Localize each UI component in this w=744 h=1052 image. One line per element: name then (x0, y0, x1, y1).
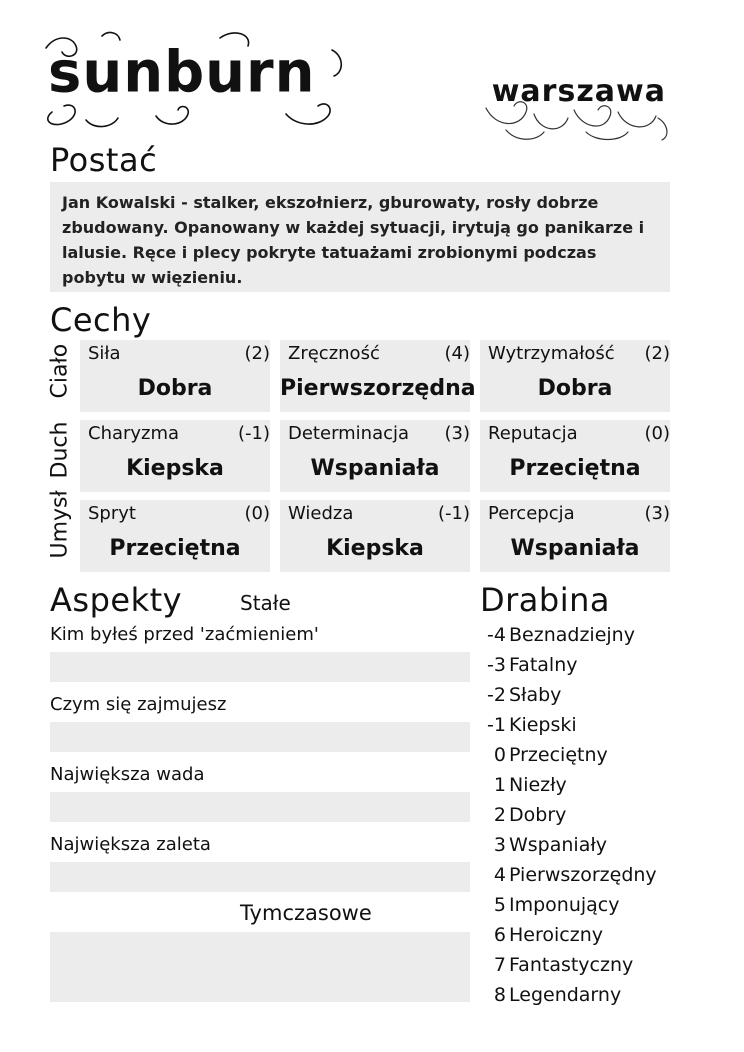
trait-reputacja[interactable] (480, 420, 670, 492)
character-heading: Postać (50, 141, 158, 179)
trait-spryt[interactable] (80, 500, 270, 572)
logo-title: sunburn (48, 39, 316, 106)
trait-rank: Pierwszorzędna (280, 376, 476, 401)
trait-charyzma[interactable] (80, 420, 270, 492)
ladder-heading: Drabina (480, 581, 610, 619)
ladder-name: Beznadziejny (509, 624, 635, 646)
ladder-row (478, 800, 688, 830)
ladder-row (478, 920, 688, 950)
ladder-name: Kiepski (509, 714, 577, 736)
group-label-mind: Umysł (47, 490, 73, 559)
trait-modifier: (-1) (238, 423, 270, 444)
trait-modifier: (2) (244, 343, 270, 364)
ladder-name: Fatalny (509, 654, 578, 676)
trait-rank: Kiepska (326, 536, 424, 561)
trait-rank: Wspaniała (510, 536, 640, 561)
ladder-row (478, 650, 688, 680)
ladder-value: 7 (493, 954, 506, 976)
trait-name: Zręczność (288, 343, 380, 364)
ladder-name: Legendarny (509, 984, 622, 1006)
trait-determinacja[interactable] (280, 420, 470, 492)
trait-percepcja[interactable] (480, 500, 670, 572)
aspect-field-before-eclipse[interactable] (50, 652, 470, 682)
ladder-value: -3 (487, 654, 506, 676)
ladder-value: -2 (487, 684, 506, 706)
trait-name: Wytrzymałość (488, 343, 615, 364)
ladder-value: 1 (493, 774, 506, 796)
ladder-row (478, 860, 688, 890)
aspect-label-virtue: Największa zaleta (50, 834, 211, 855)
aspect-label-flaw: Największa wada (50, 764, 205, 785)
group-label-spirit: Duch (47, 421, 73, 479)
trait-modifier: (0) (644, 423, 670, 444)
trait-name: Wiedza (288, 503, 354, 524)
character-description: Jan Kowalski - stalker, ekszołnierz, gburowaty, rosły dobrze zbudowany. Opanowany w każdej sytuacji, irytują go panikarze i lalusie. Ręce i plecy pokryte tatuażami zrobionymi podczas pobytu w więzieniu. (62, 193, 645, 287)
ladder-name: Wspaniały (509, 834, 607, 856)
ladder-row (478, 830, 688, 860)
ladder-value: -1 (487, 714, 506, 736)
trait-name: Charyzma (88, 423, 180, 444)
ladder-name: Przeciętny (509, 744, 608, 766)
aspects-heading: Aspekty (50, 581, 183, 619)
ladder-value: 8 (493, 984, 506, 1006)
ladder-row (478, 740, 688, 770)
trait-rank: Przeciętna (509, 456, 641, 481)
ladder-name: Fantastyczny (509, 954, 634, 976)
aspect-field-occupation[interactable] (50, 722, 470, 752)
ladder-row (478, 980, 688, 1010)
trait-modifier: (-1) (438, 503, 470, 524)
ladder-name: Imponujący (509, 894, 620, 916)
ladder-value: -4 (487, 624, 506, 646)
aspect-label-before-eclipse: Kim byłeś przed 'zaćmieniem' (50, 624, 319, 645)
ladder-value: 2 (493, 804, 506, 826)
trait-modifier: (4) (444, 343, 470, 364)
trait-rank: Dobra (537, 376, 613, 401)
trait-wytrzymalosc[interactable] (480, 340, 670, 412)
trait-rank: Przeciętna (109, 536, 241, 561)
trait-rank: Wspaniała (310, 456, 440, 481)
ladder-name: Heroiczny (509, 924, 603, 946)
aspect-field-flaw[interactable] (50, 792, 470, 822)
trait-sila[interactable] (80, 340, 270, 412)
ladder-value: 0 (493, 744, 506, 766)
ladder-value: 4 (493, 864, 506, 886)
trait-zrecznosc[interactable] (280, 340, 476, 412)
ladder-name: Pierwszorzędny (509, 864, 657, 886)
ladder-name: Słaby (509, 684, 562, 706)
trait-wiedza[interactable] (280, 500, 470, 572)
aspect-label-occupation: Czym się zajmujesz (50, 694, 227, 715)
ladder-row (478, 710, 688, 740)
ladder-name: Niezły (509, 774, 567, 796)
ladder-list (478, 620, 688, 1010)
aspects-permanent-label: Stałe (240, 591, 291, 615)
trait-name: Determinacja (288, 423, 410, 444)
traits-heading: Cechy (50, 301, 152, 339)
trait-name: Reputacja (488, 423, 578, 444)
trait-rank: Kiepska (126, 456, 224, 481)
aspects-temporary-label: Tymczasowe (240, 901, 372, 925)
trait-name: Percepcja (488, 503, 575, 524)
ladder-row (478, 770, 688, 800)
ladder-row (478, 680, 688, 710)
ladder-value: 6 (493, 924, 506, 946)
ladder-value: 3 (493, 834, 506, 856)
trait-name: Spryt (88, 503, 136, 524)
ladder-row (478, 950, 688, 980)
character-description-box[interactable] (50, 182, 670, 292)
trait-modifier: (3) (444, 423, 470, 444)
trait-modifier: (2) (644, 343, 670, 364)
ladder-value: 5 (493, 894, 506, 916)
aspect-field-virtue[interactable] (50, 862, 470, 892)
trait-rank: Dobra (137, 376, 213, 401)
trait-name: Siła (88, 343, 121, 364)
ladder-row (478, 620, 688, 650)
ladder-name: Dobry (509, 804, 567, 826)
logo-city-name: warszawa (491, 74, 666, 109)
group-label-body: Ciało (47, 343, 73, 399)
aspect-field-temporary[interactable] (50, 932, 470, 1002)
trait-modifier: (3) (644, 503, 670, 524)
trait-modifier: (0) (244, 503, 270, 524)
sunburn-logo (38, 30, 348, 130)
ladder-row (478, 890, 688, 920)
